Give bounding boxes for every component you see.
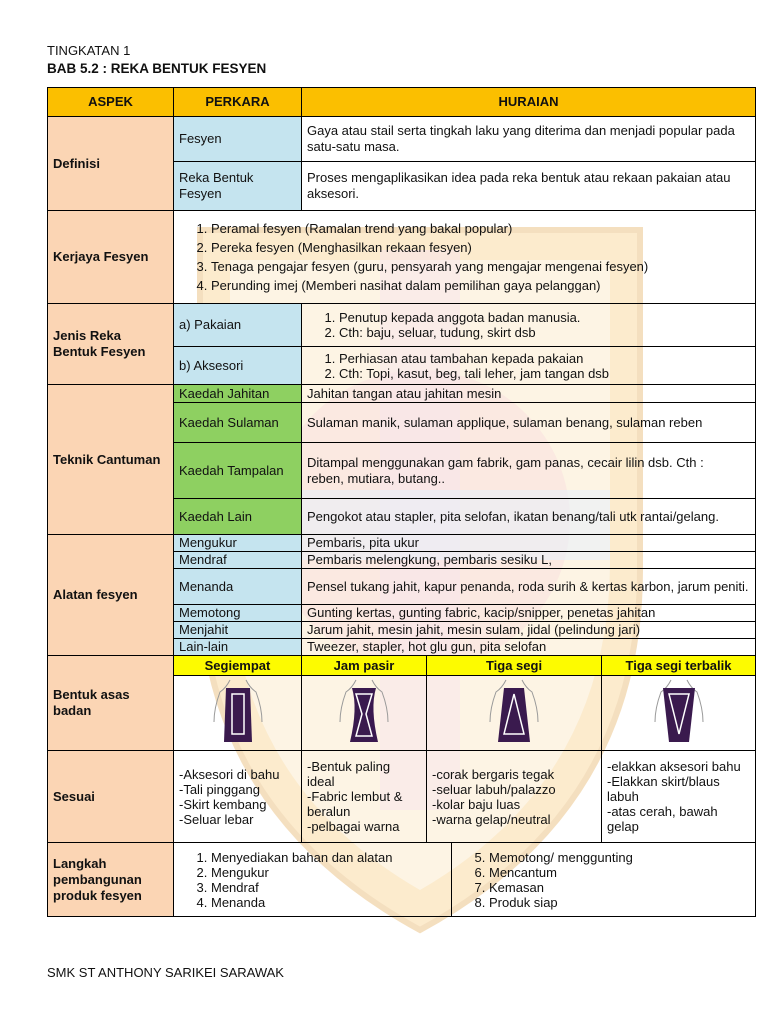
huraian-text: reben, mutiara, butang.. <box>307 470 446 486</box>
perkara-cell: Mendraf <box>174 552 302 569</box>
header-perkara: PERKARA <box>174 88 302 117</box>
inverted-triangle-body-figure <box>602 676 756 751</box>
list-item: 1. Peramal fesyen (Ramalan trend yang bakal popular) <box>211 219 750 238</box>
hourglass-body-figure <box>302 676 427 751</box>
huraian-cell: Pensel tukang jahit, kapur penanda, roda surih & kertas karbon, jarum peniti. <box>302 569 756 605</box>
list-item: -Aksesori di bahu <box>179 766 280 782</box>
aspek-bentuk: Bentuk asas badan <box>48 656 174 751</box>
list-item: 2. Pereka fesyen (Menghasilkan rekaan fesyen) <box>211 238 750 257</box>
shape-label: Jam pasir <box>302 656 427 676</box>
list-item: -atas cerah, bawah gelap <box>607 804 718 834</box>
rectangle-body-figure <box>174 676 302 751</box>
perkara-cell: Kaedah Jahitan <box>174 385 302 403</box>
list-item: 7. Kemasan <box>489 880 750 895</box>
perkara-cell: Kaedah Sulaman <box>174 403 302 443</box>
table-row <box>48 211 756 304</box>
list-item: -Skirt kembang <box>179 796 267 812</box>
list-item: -kolar baju luas <box>432 796 521 812</box>
list-item: -Fabric lembut & beralun <box>307 789 403 819</box>
list-item: 3. Tenaga pengajar fesyen (guru, pensyarah yang mengajar mengenai fesyen) <box>211 257 750 276</box>
list-item: 1. Menyediakan bahan dan alatan <box>211 850 446 865</box>
dress-triangle-icon <box>484 678 544 744</box>
perkara-cell: Reka Bentuk Fesyen <box>174 162 302 211</box>
school-name-footer: SMK ST ANTHONY SARIKEI SARAWAK <box>47 965 284 980</box>
huraian-cell <box>302 304 756 347</box>
perkara-cell: Fesyen <box>174 117 302 162</box>
huraian-cell: Pembaris, pita ukur <box>302 535 756 552</box>
form-level: TINGKATAN 1 <box>47 43 131 58</box>
shape-label: Tiga segi terbalik <box>602 656 756 676</box>
table-row <box>48 535 756 552</box>
perkara-cell: Kaedah Lain <box>174 499 302 535</box>
list-item: -Elakkan skirt/blaus labuh <box>607 774 720 804</box>
perkara-cell: Menanda <box>174 569 302 605</box>
header-huraian: HURAIAN <box>302 88 756 117</box>
huraian-cell: Gunting kertas, gunting fabric, kacip/snipper, penetas jahitan <box>302 605 756 622</box>
table-row <box>48 385 756 403</box>
list-item: 4. Perunding imej (Memberi nasihat dalam pemilihan gaya pelanggan) <box>211 276 750 295</box>
list-item: -pelbagai warna <box>307 819 400 834</box>
list-item: -seluar labuh/palazzo <box>432 781 556 797</box>
aspek-sesuai: Sesuai <box>48 751 174 843</box>
list-item: -Seluar lebar <box>179 811 254 827</box>
huraian-text: Ditampal menggunakan gam fabrik, gam panas, cecair lilin dsb. Cth : <box>307 454 704 470</box>
list-item: 6. Mencantum <box>489 865 750 880</box>
perkara-cell: Memotong <box>174 605 302 622</box>
huraian-cell: Jahitan tangan atau jahitan mesin <box>302 385 756 403</box>
huraian-cell: Jarum jahit, mesin jahit, mesin sulam, jidal (pelindung jari) <box>302 622 756 639</box>
list-item: 3. Mendraf <box>211 880 446 895</box>
sesuai-cell <box>427 751 602 843</box>
huraian-cell: Tweezer, stapler, hot glu gun, pita selofan <box>302 639 756 656</box>
shape-label: Tiga segi <box>427 656 602 676</box>
fashion-design-table <box>47 87 756 917</box>
list-item: 8. Produk siap <box>489 895 750 910</box>
aspek-alatan: Alatan fesyen <box>48 535 174 656</box>
sesuai-cell <box>602 751 756 843</box>
aspek-langkah: Langkah pembangunan produk fesyen <box>48 843 174 917</box>
huraian-cell: Pengokot atau stapler, pita selofan, ikatan benang/tali utk rantai/gelang. <box>302 499 756 535</box>
table-row <box>48 117 756 162</box>
dress-hourglass-icon <box>334 678 394 744</box>
kerjaya-list <box>179 219 750 295</box>
table-row <box>48 656 756 676</box>
sesuai-cell <box>174 751 302 843</box>
huraian-cell: Pembaris melengkung, pembaris sesiku L, <box>302 552 756 569</box>
perkara-cell: a) Pakaian <box>174 304 302 347</box>
list-item: 5. Memotong/ menggunting <box>489 850 750 865</box>
list-item: 2. Mengukur <box>211 865 446 880</box>
list-item: -Bentuk paling ideal <box>307 759 391 789</box>
list-item: -warna gelap/neutral <box>432 811 551 827</box>
table-header-row <box>48 88 756 117</box>
langkah-cell-left <box>174 843 452 917</box>
huraian-cell: Gaya atau stail serta tingkah laku yang diterima dan menjadi popular pada satu-satu masa. <box>302 117 756 162</box>
list-item: 1. Perhiasan atau tambahan kepada pakaian <box>339 351 750 366</box>
list-item: -Tali pinggang <box>179 781 260 797</box>
aspek-teknik: Teknik Cantuman <box>48 385 174 535</box>
huraian-cell <box>302 443 756 499</box>
kerjaya-list-cell <box>174 211 756 304</box>
aspek-kerjaya: Kerjaya Fesyen <box>48 211 174 304</box>
perkara-cell: Lain-lain <box>174 639 302 656</box>
aspek-jenis: Jenis Reka Bentuk Fesyen <box>48 304 174 385</box>
header-aspek: ASPEK <box>48 88 174 117</box>
list-item: 4. Menanda <box>211 895 446 910</box>
dress-inverted-triangle-icon <box>649 678 709 744</box>
list-item: 2. Cth: Topi, kasut, beg, tali leher, jam tangan dsb <box>339 366 750 381</box>
shape-label: Segiempat <box>174 656 302 676</box>
list-item: 1. Penutup kepada anggota badan manusia. <box>339 310 750 325</box>
langkah-cell-right <box>452 843 756 917</box>
list-item: -elakkan aksesori bahu <box>607 759 741 774</box>
huraian-cell <box>302 347 756 385</box>
list-item: -corak bergaris tegak <box>432 766 555 782</box>
aspek-definisi: Definisi <box>48 117 174 211</box>
huraian-cell: Sulaman manik, sulaman applique, sulaman benang, sulaman reben <box>302 403 756 443</box>
chapter-title: BAB 5.2 : REKA BENTUK FESYEN <box>47 61 267 76</box>
table-row <box>48 304 756 347</box>
dress-rectangle-icon <box>208 678 268 744</box>
perkara-cell: Menjahit <box>174 622 302 639</box>
triangle-body-figure <box>427 676 602 751</box>
table-row <box>48 843 756 917</box>
list-item: 2. Cth: baju, seluar, tudung, skirt dsb <box>339 325 750 340</box>
sesuai-cell <box>302 751 427 843</box>
huraian-cell: Proses mengaplikasikan idea pada reka bentuk atau rekaan pakaian atau aksesori. <box>302 162 756 211</box>
perkara-cell: Mengukur <box>174 535 302 552</box>
perkara-cell: Kaedah Tampalan <box>174 443 302 499</box>
table-row <box>48 751 756 843</box>
perkara-cell: b) Aksesori <box>174 347 302 385</box>
